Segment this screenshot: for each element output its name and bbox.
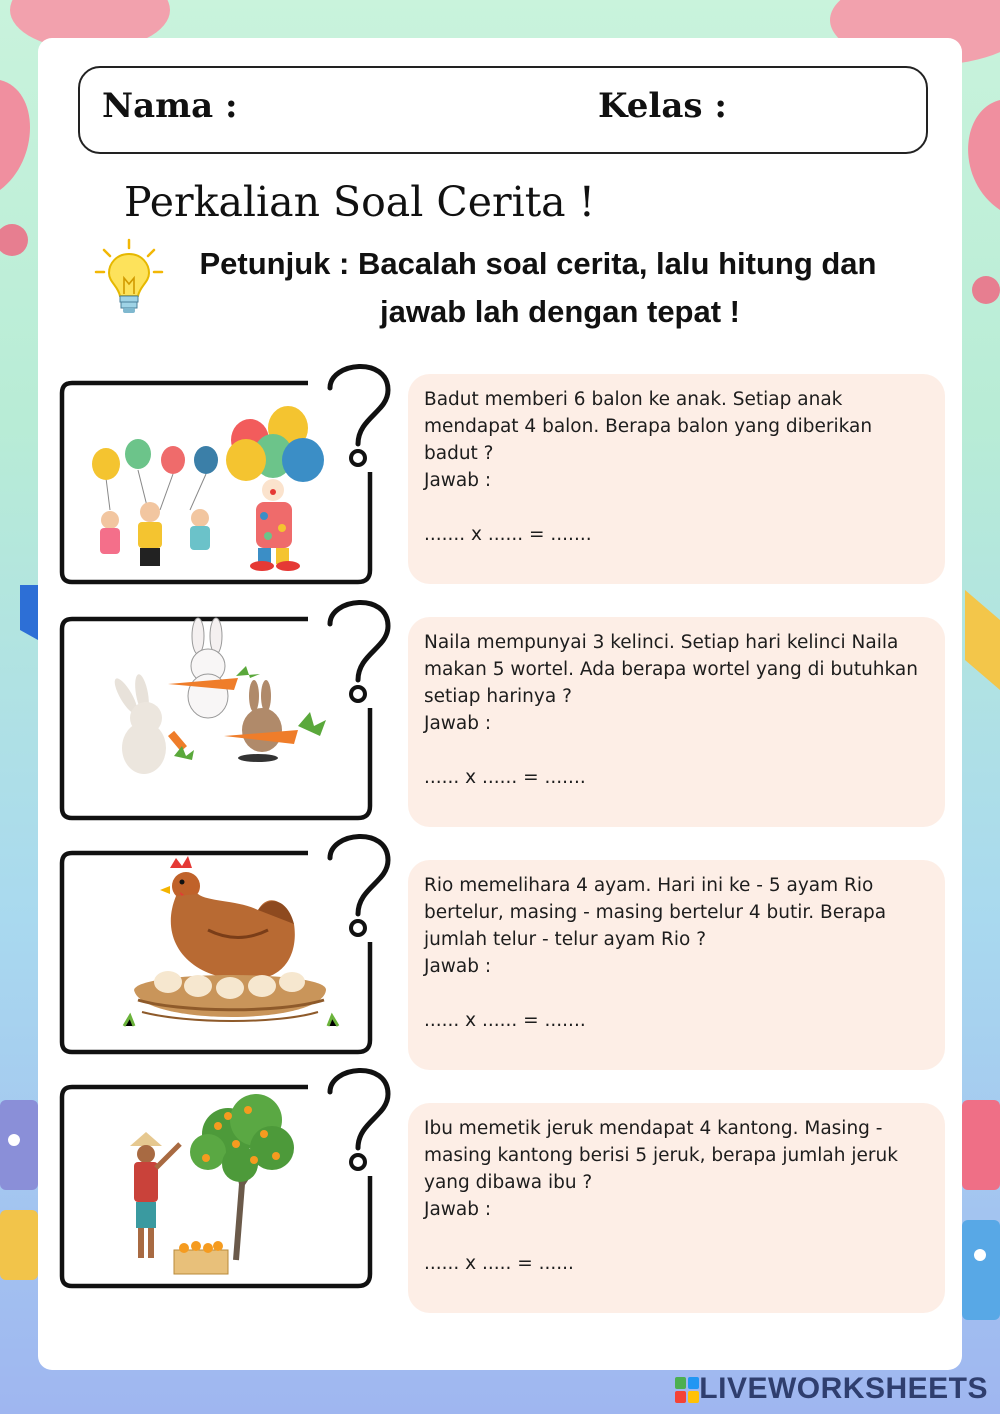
question-4-answer-blank[interactable]: ...... x ..... = ......	[424, 1253, 574, 1274]
liveworksheets-logo-icon	[675, 1377, 699, 1403]
clown-balloons-illustration	[92, 406, 324, 571]
question-3-image-frame	[58, 830, 398, 1058]
hen-nest-illustration	[124, 856, 338, 1026]
lightbulb-icon	[94, 238, 164, 322]
question-1-line-1: Badut memberi 6 balon ke anak. Setiap anak	[424, 389, 843, 410]
instructions	[168, 240, 908, 336]
question-3-card	[408, 860, 945, 1070]
instruction-line-1: Petunjuk : Bacalah soal cerita, lalu hitung dan	[199, 246, 877, 281]
question-2-answer-blank[interactable]: ...... x ...... = .......	[424, 767, 586, 788]
question-2-line-1: Naila mempunyai 3 kelinci. Setiap hari kelinci Naila	[424, 632, 899, 653]
question-1-line-3: badut ?	[424, 443, 494, 464]
question-2-line-3: setiap harinya ?	[424, 686, 572, 707]
question-3-line-3: jumlah telur - telur ayam Rio ?	[424, 929, 707, 950]
question-4-line-2: masing kantong berisi 5 jeruk, berapa jumlah jeruk	[424, 1145, 898, 1166]
woman-orange-tree-illustration	[130, 1094, 294, 1274]
question-3-line-1: Rio memelihara 4 ayam. Hari ini ke - 5 ayam Rio	[424, 875, 874, 896]
question-1-card	[408, 374, 945, 584]
question-4-line-3: yang dibawa ibu ?	[424, 1172, 593, 1193]
question-1-answer-label: Jawab :	[424, 470, 492, 491]
question-3-answer-label: Jawab :	[424, 956, 492, 977]
class-label: Kelas :	[598, 86, 727, 126]
question-4-answer-label: Jawab :	[424, 1199, 492, 1220]
page-title: Perkalian Soal Cerita !	[124, 178, 596, 226]
instruction-line-2: jawab lah dengan tepat !	[380, 294, 740, 329]
question-mark-icon	[330, 366, 388, 444]
question-3-line-2: bertelur, masing - masing bertelur 4 butir. Berapa	[424, 902, 887, 923]
question-3-answer-blank[interactable]: ...... x ...... = .......	[424, 1010, 586, 1031]
question-mark-icon	[330, 836, 388, 914]
question-2-image-frame	[58, 596, 398, 824]
name-label: Nama :	[102, 86, 238, 126]
question-4-line-1: Ibu memetik jeruk mendapat 4 kantong. Masing -	[424, 1118, 883, 1139]
rabbits-carrots-illustration	[111, 618, 326, 774]
liveworksheets-brand: LIVEWORKSHEETS	[699, 1372, 988, 1405]
question-4-image-frame	[58, 1064, 398, 1292]
name-class-box	[78, 66, 928, 154]
question-mark-icon	[330, 602, 388, 680]
question-2-answer-label: Jawab :	[424, 713, 492, 734]
question-4-card	[408, 1103, 945, 1313]
liveworksheets-logo[interactable]	[675, 1372, 988, 1406]
question-2-line-2: makan 5 wortel. Ada berapa wortel yang di butuhkan	[424, 659, 918, 680]
question-1-image-frame	[58, 360, 398, 588]
question-mark-icon	[330, 1070, 388, 1148]
question-2-card	[408, 617, 945, 827]
question-1-answer-blank[interactable]: ....... x ...... = .......	[424, 524, 592, 545]
question-1-line-2: mendapat 4 balon. Berapa balon yang diberikan	[424, 416, 873, 437]
